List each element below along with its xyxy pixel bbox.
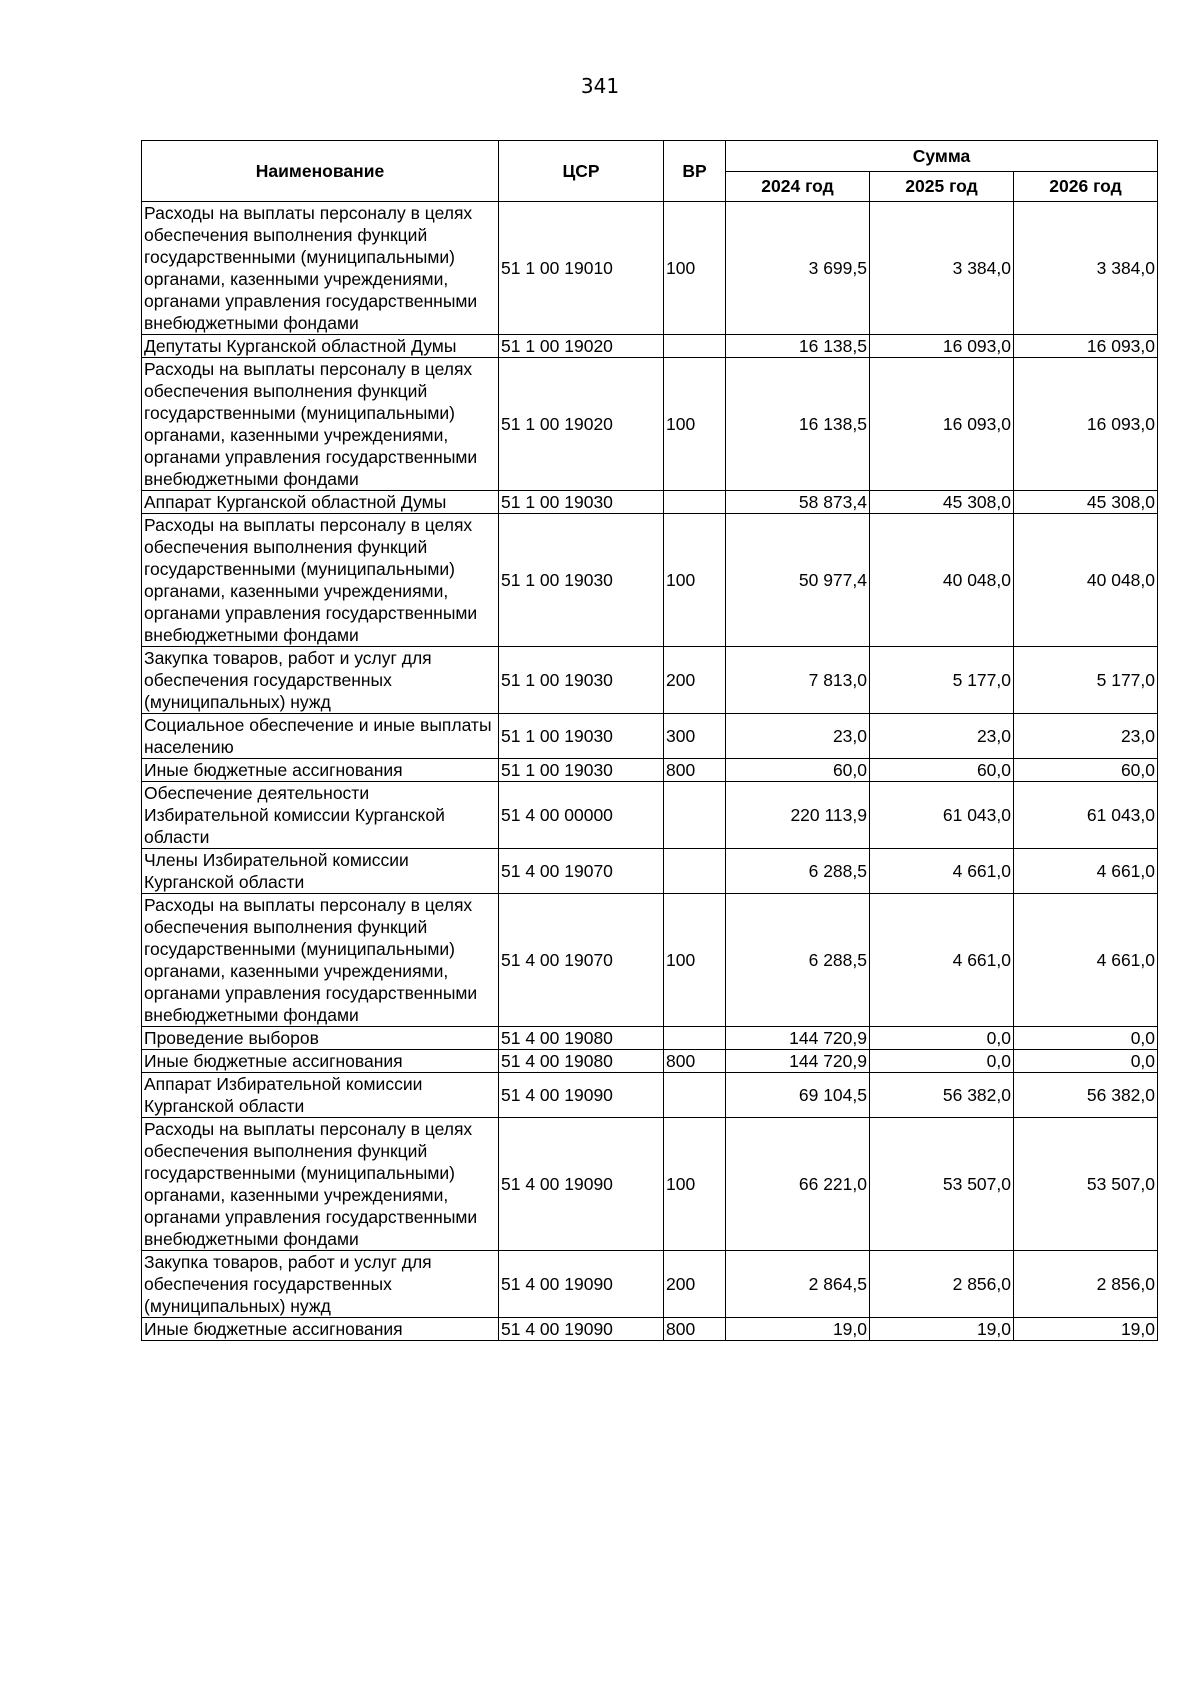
row-sum-2025: 61 043,0 [870, 782, 1014, 849]
row-vr: 300 [664, 714, 726, 759]
table-row [142, 894, 1158, 1027]
row-sum-2026: 4 661,0 [1014, 849, 1158, 894]
row-vr [664, 335, 726, 358]
table-row [142, 849, 1158, 894]
row-csr: 51 4 00 19090 [499, 1251, 664, 1318]
row-sum-2026: 61 043,0 [1014, 782, 1158, 849]
row-name: Иные бюджетные ассигнования [142, 759, 499, 782]
row-csr: 51 4 00 19070 [499, 849, 664, 894]
table-body [142, 202, 1158, 1341]
row-sum-2025: 60,0 [870, 759, 1014, 782]
row-sum-2026: 16 093,0 [1014, 335, 1158, 358]
row-sum-2025: 4 661,0 [870, 849, 1014, 894]
row-sum-2024: 144 720,9 [726, 1050, 870, 1073]
table-row [142, 714, 1158, 759]
header-csr: ЦСР [499, 141, 664, 202]
row-sum-2026: 19,0 [1014, 1318, 1158, 1341]
table-row [142, 759, 1158, 782]
row-sum-2025: 19,0 [870, 1318, 1014, 1341]
row-sum-2024: 16 138,5 [726, 335, 870, 358]
row-sum-2024: 6 288,5 [726, 849, 870, 894]
budget-table [141, 140, 1158, 1341]
row-vr [664, 491, 726, 514]
table-row [142, 491, 1158, 514]
header-name: Наименование [142, 141, 499, 202]
row-sum-2025: 4 661,0 [870, 894, 1014, 1027]
row-sum-2026: 3 384,0 [1014, 202, 1158, 335]
table-row [142, 1118, 1158, 1251]
row-sum-2024: 60,0 [726, 759, 870, 782]
row-csr: 51 1 00 19020 [499, 335, 664, 358]
row-name: Обеспечение деятельности Избирательной комиссии Курганской области [142, 782, 499, 849]
table-row [142, 1073, 1158, 1118]
row-sum-2025: 40 048,0 [870, 514, 1014, 647]
row-sum-2024: 6 288,5 [726, 894, 870, 1027]
row-name: Проведение выборов [142, 1027, 499, 1050]
row-csr: 51 4 00 19080 [499, 1027, 664, 1050]
row-csr: 51 4 00 19070 [499, 894, 664, 1027]
row-name: Расходы на выплаты персоналу в целях обеспечения выполнения функций государственными (муниципальными) органами, казенными учреждениями, органами управления государственными внебюджетными фондами [142, 202, 499, 335]
row-vr: 800 [664, 1318, 726, 1341]
row-name: Социальное обеспечение и иные выплаты населению [142, 714, 499, 759]
row-sum-2026: 53 507,0 [1014, 1118, 1158, 1251]
row-vr: 100 [664, 514, 726, 647]
row-csr: 51 1 00 19030 [499, 514, 664, 647]
row-name: Иные бюджетные ассигнования [142, 1050, 499, 1073]
row-vr [664, 1027, 726, 1050]
row-sum-2024: 16 138,5 [726, 358, 870, 491]
row-sum-2024: 220 113,9 [726, 782, 870, 849]
row-sum-2025: 0,0 [870, 1050, 1014, 1073]
row-vr [664, 1073, 726, 1118]
row-sum-2024: 58 873,4 [726, 491, 870, 514]
row-vr: 100 [664, 358, 726, 491]
header-year-2025: 2025 год [870, 171, 1014, 202]
table-row [142, 782, 1158, 849]
row-sum-2025: 45 308,0 [870, 491, 1014, 514]
row-name: Закупка товаров, работ и услуг для обеспечения государственных (муниципальных) нужд [142, 647, 499, 714]
row-csr: 51 4 00 19090 [499, 1318, 664, 1341]
table-row [142, 647, 1158, 714]
table-row [142, 1318, 1158, 1341]
row-vr: 200 [664, 1251, 726, 1318]
row-sum-2026: 45 308,0 [1014, 491, 1158, 514]
row-sum-2026: 0,0 [1014, 1027, 1158, 1050]
header-vr: ВР [664, 141, 726, 202]
header-sum: Сумма [726, 141, 1158, 172]
row-vr [664, 849, 726, 894]
row-csr: 51 4 00 19090 [499, 1118, 664, 1251]
header-year-2024: 2024 год [726, 171, 870, 202]
table-row [142, 1027, 1158, 1050]
row-sum-2026: 40 048,0 [1014, 514, 1158, 647]
row-sum-2026: 2 856,0 [1014, 1251, 1158, 1318]
row-vr: 100 [664, 202, 726, 335]
row-sum-2025: 0,0 [870, 1027, 1014, 1050]
row-vr: 100 [664, 1118, 726, 1251]
row-sum-2025: 53 507,0 [870, 1118, 1014, 1251]
table-row [142, 202, 1158, 335]
table-header [142, 141, 1158, 202]
row-csr: 51 4 00 19090 [499, 1073, 664, 1118]
row-name: Расходы на выплаты персоналу в целях обеспечения выполнения функций государственными (муниципальными) органами, казенными учреждениями, органами управления государственными внебюджетными фондами [142, 358, 499, 491]
row-name: Расходы на выплаты персоналу в целях обеспечения выполнения функций государственными (муниципальными) органами, казенными учреждениями, органами управления государственными внебюджетными фондами [142, 894, 499, 1027]
row-sum-2025: 5 177,0 [870, 647, 1014, 714]
row-sum-2026: 23,0 [1014, 714, 1158, 759]
row-sum-2025: 56 382,0 [870, 1073, 1014, 1118]
table-row [142, 358, 1158, 491]
row-name: Аппарат Избирательной комиссии Курганской области [142, 1073, 499, 1118]
row-sum-2026: 0,0 [1014, 1050, 1158, 1073]
row-sum-2026: 60,0 [1014, 759, 1158, 782]
header-year-2026: 2026 год [1014, 171, 1158, 202]
row-name: Закупка товаров, работ и услуг для обеспечения государственных (муниципальных) нужд [142, 1251, 499, 1318]
row-sum-2025: 3 384,0 [870, 202, 1014, 335]
row-csr: 51 4 00 00000 [499, 782, 664, 849]
row-sum-2026: 16 093,0 [1014, 358, 1158, 491]
row-sum-2025: 16 093,0 [870, 358, 1014, 491]
table-row [142, 1251, 1158, 1318]
row-name: Аппарат Курганской областной Думы [142, 491, 499, 514]
row-sum-2024: 144 720,9 [726, 1027, 870, 1050]
row-sum-2024: 3 699,5 [726, 202, 870, 335]
row-sum-2024: 2 864,5 [726, 1251, 870, 1318]
row-sum-2024: 50 977,4 [726, 514, 870, 647]
row-name: Расходы на выплаты персоналу в целях обеспечения выполнения функций государственными (муниципальными) органами, казенными учреждениями, органами управления государственными внебюджетными фондами [142, 1118, 499, 1251]
row-sum-2024: 23,0 [726, 714, 870, 759]
row-name: Депутаты Курганской областной Думы [142, 335, 499, 358]
row-csr: 51 1 00 19030 [499, 491, 664, 514]
row-csr: 51 1 00 19030 [499, 759, 664, 782]
row-csr: 51 1 00 19030 [499, 647, 664, 714]
row-csr: 51 1 00 19030 [499, 714, 664, 759]
row-sum-2024: 69 104,5 [726, 1073, 870, 1118]
row-csr: 51 1 00 19020 [499, 358, 664, 491]
row-vr: 200 [664, 647, 726, 714]
row-csr: 51 1 00 19010 [499, 202, 664, 335]
row-sum-2026: 4 661,0 [1014, 894, 1158, 1027]
row-csr: 51 4 00 19080 [499, 1050, 664, 1073]
row-sum-2024: 7 813,0 [726, 647, 870, 714]
row-vr: 100 [664, 894, 726, 1027]
row-name: Расходы на выплаты персоналу в целях обеспечения выполнения функций государственными (муниципальными) органами, казенными учреждениями, органами управления государственными внебюджетными фондами [142, 514, 499, 647]
row-sum-2026: 56 382,0 [1014, 1073, 1158, 1118]
row-sum-2024: 19,0 [726, 1318, 870, 1341]
table-row [142, 1050, 1158, 1073]
row-sum-2025: 23,0 [870, 714, 1014, 759]
row-vr: 800 [664, 759, 726, 782]
row-sum-2026: 5 177,0 [1014, 647, 1158, 714]
row-sum-2024: 66 221,0 [726, 1118, 870, 1251]
row-sum-2025: 2 856,0 [870, 1251, 1014, 1318]
row-name: Иные бюджетные ассигнования [142, 1318, 499, 1341]
table-row [142, 335, 1158, 358]
page-number: 341 [580, 74, 620, 98]
row-sum-2025: 16 093,0 [870, 335, 1014, 358]
table-row [142, 514, 1158, 647]
row-vr [664, 782, 726, 849]
row-name: Члены Избирательной комиссии Курганской области [142, 849, 499, 894]
row-vr: 800 [664, 1050, 726, 1073]
